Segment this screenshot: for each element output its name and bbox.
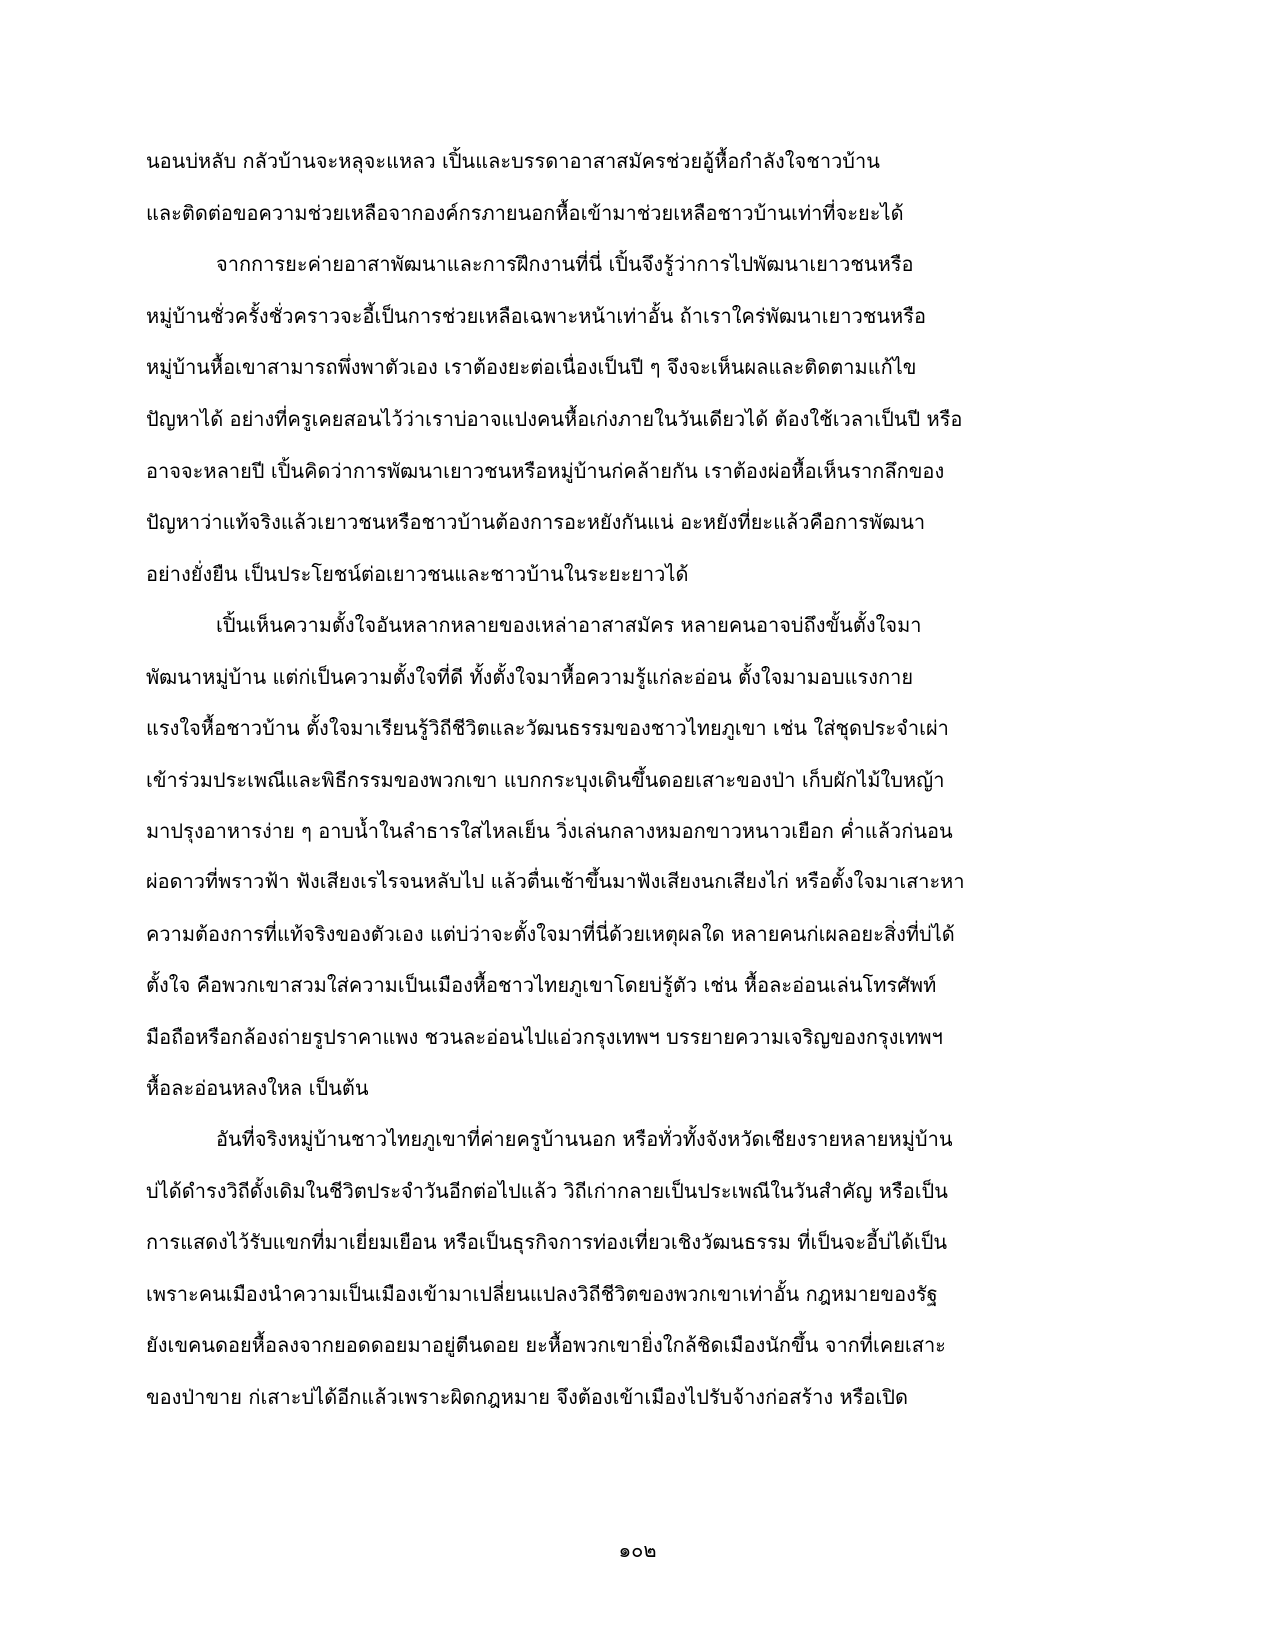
text-line: และติดต่อขอความช่วยเหลือจากองค์กรภายนอกหื้อเข้ามาช่วยเหลือชาวบ้านเท่าที่จะยะได้ <box>146 201 904 225</box>
text-line: เพราะคนเมืองนำความเป็นเมืองเข้ามาเปลี่ยนแปลงวิถีชีวิตของพวกเขาเท่าอั้น กฎหมายของรัฐ <box>146 1282 938 1306</box>
paragraph-start-line: จากการยะค่ายอาสาพัฒนาและการฝึกงานที่นี่ เปิ้นจึงรู้ว่าการไปพัฒนาเยาวชนหรือ <box>216 252 914 276</box>
paragraph-start-line: อันที่จริงหมู่บ้านชาวไทยภูเขาที่ค่ายครูบ้านนอก หรือทั่วทั้งจังหวัดเชียงรายหลายหมู่บ้าน <box>216 1127 953 1151</box>
text-line: ปัญหาได้ อย่างที่ครูเคยสอนไว้ว่าเราบ่อาจแปงคนหื้อเก่งภายในวันเดียวได้ ต้องใช้เวลาเป็นปี หรือ <box>146 407 963 431</box>
text-line: มาปรุงอาหารง่าย ๆ อาบน้ำในลำธารใสไหลเย็น วิ่งเล่นกลางหมอกขาวหนาวเยือก ค่ำแล้วก่นอน <box>146 819 953 843</box>
text-line: ยังเขคนดอยหื้อลงจากยอดดอยมาอยู่ตีนดอย ยะหื้อพวกเขายิ่งใกล้ชิดเมืองนักขึ้น จากที่เคยเสาะ <box>146 1333 946 1357</box>
text-line: หมู่บ้านชั่วครั้งชั่วคราวจะอี้เป็นการช่วยเหลือเฉพาะหน้าเท่าอั้น ถ้าเราใคร่พัฒนาเยาวชนหรือ <box>146 304 926 328</box>
text-line: บ่ได้ดำรงวิถีดั้งเดิมในชีวิตประจำวันอีกต่อไปแล้ว วิถีเก่ากลายเป็นประเพณีในวันสำคัญ หรือเป็น <box>146 1179 948 1203</box>
text-line: ผ่อดาวที่พราวฟ้า ฟังเสียงเรไรจนหลับไป แล้วตื่นเช้าขึ้นมาฟังเสียงนกเสียงไก่ หรือตั้งใจมาเสาะหา <box>146 870 965 893</box>
text-line: นอนบ่หลับ กลัวบ้านจะหลุจะแหลว เปิ้นและบรรดาอาสาสมัครช่วยอู้หื้อกำลังใจชาวบ้าน <box>146 149 880 173</box>
text-line: อาจจะหลายปี เปิ้นคิดว่าการพัฒนาเยาวชนหรือหมู่บ้านก่คล้ายกัน เราต้องผ่อหื้อเห็นรากลึกของ <box>146 459 945 483</box>
text-line: หื้อละอ่อนหลงใหล เป็นต้น <box>146 1076 369 1100</box>
page-number: ๑๐๒ <box>618 1538 657 1562</box>
text-line: เข้าร่วมประเพณีและพิธีกรรมของพวกเขา แบกกระบุงเดินขึ้นดอยเสาะของป่า เก็บผักไม้ใบหญ้า <box>146 768 945 792</box>
text-line: แรงใจหื้อชาวบ้าน ตั้งใจมาเรียนรู้วิถีชีวิตและวัฒนธรรมของชาวไทยภูเขา เช่น ใส่ชุดประจำเผ่า <box>146 716 949 740</box>
text-line: หมู่บ้านหื้อเขาสามารถพึ่งพาตัวเอง เราต้องยะต่อเนื่องเป็นปี ๆ จึงจะเห็นผลและติดตามแก้ไข <box>146 355 917 379</box>
text-line: มือถือหรือกล้องถ่ายรูปราคาแพง ชวนละอ่อนไปแอ่วกรุงเทพฯ บรรยายความเจริญของกรุงเทพฯ <box>146 1025 943 1049</box>
text-line: ปัญหาว่าแท้จริงแล้วเยาวชนหรือชาวบ้านต้องการอะหยังกันแน่ อะหยังที่ยะแล้วคือการพัฒนา <box>146 510 926 534</box>
text-line: การแสดงไว้รับแขกที่มาเยี่ยมเยือน หรือเป็นธุรกิจการท่องเที่ยวเชิงวัฒนธรรม ที่เป็นจะอี้บ่ได้เป็น <box>146 1230 948 1254</box>
text-line: อย่างยั่งยืน เป็นประโยชน์ต่อเยาวชนและชาวบ้านในระยะยาวได้ <box>146 562 689 586</box>
text-line: ของป่าขาย ก่เสาะบ่ได้อีกแล้วเพราะผิดกฎหมาย จึงต้องเข้าเมืองไปรับจ้างก่อสร้าง หรือเปิด <box>146 1385 908 1409</box>
paragraph-start-line: เปิ้นเห็นความตั้งใจอันหลากหลายของเหล่าอาสาสมัคร หลายคนอาจบ่ถึงขั้นตั้งใจมา <box>216 613 922 637</box>
text-line: พัฒนาหมู่บ้าน แต่ก่เป็นความตั้งใจที่ดี ทั้งตั้งใจมาหื้อความรู้แก่ละอ่อน ตั้งใจมามอบแรงกาย <box>146 665 914 689</box>
text-line: ตั้งใจ คือพวกเขาสวมใส่ความเป็นเมืองหื้อชาวไทยภูเขาโดยบ่รู้ตัว เช่น หื้อละอ่อนเล่นโทรศัพท์ <box>146 973 937 997</box>
text-line: ความต้องการที่แท้จริงของตัวเอง แต่บ่ว่าจะตั้งใจมาที่นี่ด้วยเหตุผลใด หลายคนก่เผลอยะสิ่งที่บ่ได้ <box>146 922 955 946</box>
